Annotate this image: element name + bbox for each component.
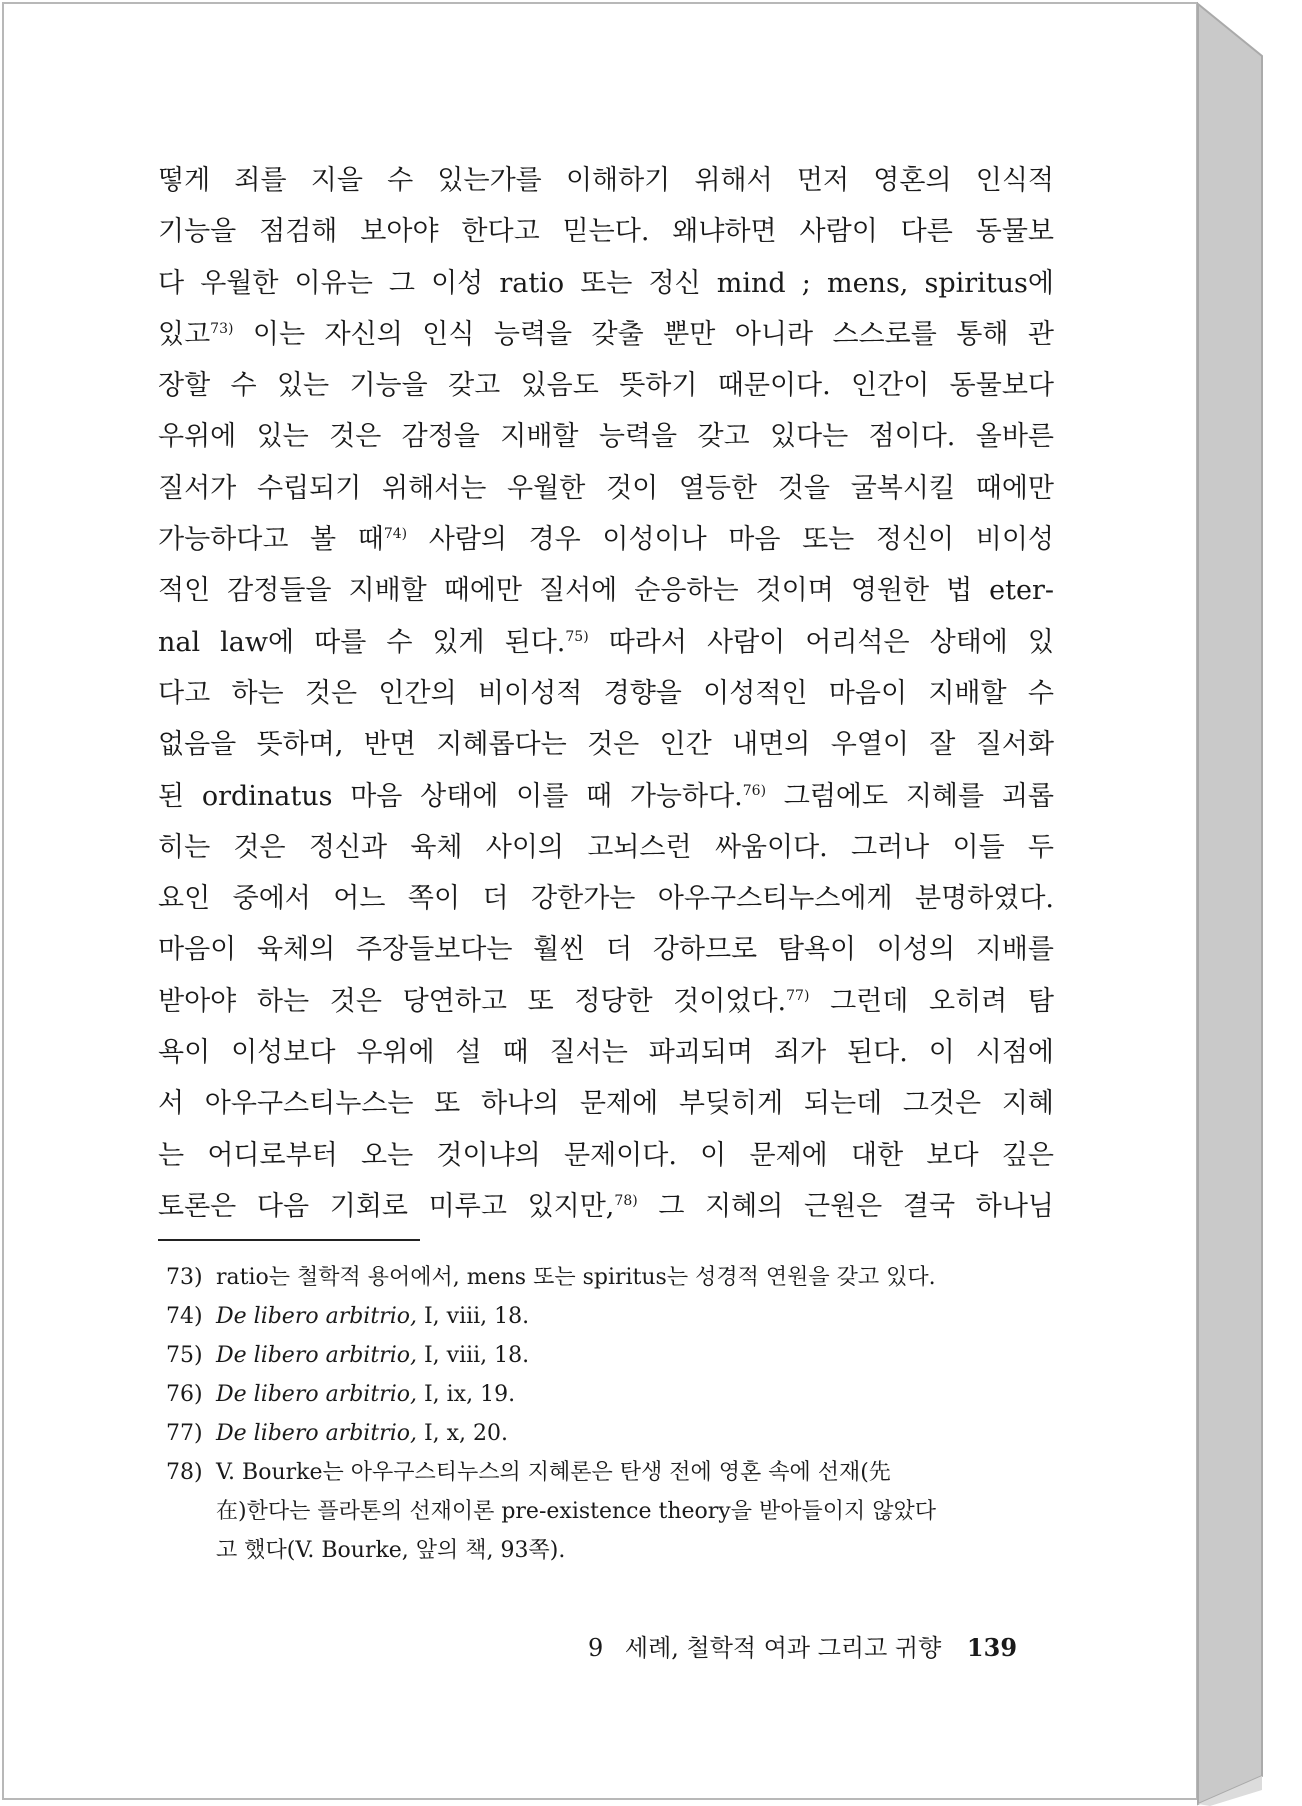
- body-text-segment: 따라서 사람이 어리석은 상태에 있: [588, 626, 1054, 658]
- body-line: [158, 565, 1054, 616]
- footnote-text: ratio는 철학적 용어에서, mens 또는 spiritus는 성경적 연원을 갖고 있다.: [216, 1265, 936, 1290]
- body-line: [158, 719, 1054, 770]
- body-text-segment: 히는 것은 정신과 육체 사이의 고뇌스런 싸움이다. 그러나 이들 두: [158, 831, 1054, 863]
- body-line: [158, 1130, 1054, 1181]
- body-text-segment: 기능을 점검해 보아야 한다고 믿는다. 왜냐하면 사람이 다른 동물보: [158, 216, 1054, 248]
- citation-ref: Ⅰ, viii, 18.: [416, 1304, 530, 1329]
- body-line: [158, 924, 1054, 975]
- footnote-number: 74): [166, 1304, 203, 1329]
- work-title: De libero arbitrio,: [216, 1304, 417, 1329]
- body-text-segment: 사람의 경우 이성이나 마음 또는 정신이 비이성: [407, 524, 1054, 556]
- footnote: [166, 1336, 1056, 1375]
- footnote-number: 78): [166, 1460, 203, 1485]
- footnote-text: [216, 1414, 1056, 1453]
- body-text-segment: 다고 하는 것은 인간의 비이성적 경향을 이성적인 마음이 지배할 수: [158, 677, 1054, 709]
- work-title: De libero arbitrio,: [216, 1421, 417, 1446]
- footnote-line: V. Bourke는 아우구스티누스의 지혜론은 탄생 전에 영혼 속에 선재(先: [216, 1460, 891, 1485]
- body-text-segment: 그 지혜의 근원은 결국 하나님: [637, 1190, 1055, 1222]
- footnote-marker[interactable]: 75): [565, 628, 589, 645]
- footnote: [166, 1375, 1056, 1414]
- citation-ref: Ⅰ, x, 20.: [416, 1421, 509, 1446]
- body-text-segment: 서 아우구스티누스는 또 하나의 문제에 부딪히게 되는데 그것은 지혜: [158, 1088, 1054, 1120]
- running-footer: [588, 1628, 1038, 1663]
- body-text-segment: 마음이 육체의 주장들보다는 훨씬 더 강하므로 탐욕이 이성의 지배를: [158, 934, 1054, 966]
- body-line: [158, 976, 1054, 1027]
- footnote-number: 73): [166, 1265, 203, 1290]
- body-text-segment: nal law에 따를 수 있게 된다.: [158, 626, 566, 658]
- page-number: 139: [966, 1633, 1018, 1662]
- work-title: De libero arbitrio,: [216, 1382, 417, 1407]
- body-line: [158, 514, 1054, 565]
- body-text-segment: 그런데 오히려 탐: [809, 985, 1054, 1017]
- work-title: De libero arbitrio,: [216, 1343, 417, 1368]
- body-text-segment: 적인 감정들을 지배할 때에만 질서에 순응하는 것이며 영원한 법 eter-: [158, 575, 1054, 607]
- footnote-marker[interactable]: 73): [210, 320, 234, 337]
- body-line: [158, 411, 1054, 462]
- footnote-text: [216, 1375, 1056, 1414]
- footnote: [166, 1453, 1056, 1570]
- body-text-segment: 가능하다고 볼 때: [158, 524, 384, 556]
- body-text-segment: 질서가 수립되기 위해서는 우월한 것이 열등한 것을 굴복시킬 때에만: [158, 472, 1054, 504]
- footnote-separator: [158, 1239, 420, 1241]
- body-line: [158, 206, 1054, 257]
- body-text-segment: 요인 중에서 어느 쪽이 더 강한가는 아우구스티누스에게 분명하였다.: [158, 883, 1054, 915]
- body-line: [158, 1078, 1054, 1129]
- body-text-segment: 된 ordinatus 마음 상태에 이를 때 가능하다.: [158, 780, 743, 812]
- citation-ref: Ⅰ, ix, 19.: [416, 1382, 516, 1407]
- body-text-segment: 있고: [158, 318, 211, 350]
- body-line: [158, 360, 1054, 411]
- footnote-line: 고 했다(V. Bourke, 앞의 책, 93쪽).: [216, 1538, 566, 1563]
- footnotes: [166, 1258, 1056, 1570]
- footnote-marker[interactable]: 78): [614, 1192, 638, 1209]
- chapter-title: 세례, 철학적 여과 그리고 귀향: [624, 1634, 942, 1662]
- body-text-segment: 다 우월한 이유는 그 이성 ratio 또는 정신 mind ; mens, spiritus에: [158, 267, 1054, 299]
- body-line: [158, 258, 1054, 309]
- body-line: [158, 1027, 1054, 1078]
- body-text-segment: 는 어디로부터 오는 것이냐의 문제이다. 이 문제에 대한 보다 깊은: [158, 1139, 1054, 1171]
- body-line: [158, 873, 1054, 924]
- body-line: [158, 463, 1054, 514]
- footnote-marker[interactable]: 74): [383, 526, 408, 543]
- footnote-number: 77): [166, 1421, 203, 1446]
- footnote-text: [216, 1336, 1056, 1375]
- body-line: [158, 309, 1054, 360]
- body-text-segment: 장할 수 있는 기능을 갖고 있음도 뜻하기 때문이다. 인간이 동물보다: [158, 370, 1054, 402]
- body-text-segment: 토론은 다음 기회로 미루고 있지만,: [158, 1190, 615, 1222]
- footnote: [166, 1297, 1056, 1336]
- body-text-segment: 이는 자신의 인식 능력을 갖출 뿐만 아니라 스스로를 통해 관: [233, 318, 1054, 350]
- footnote-number: 76): [166, 1382, 203, 1407]
- footnote-marker[interactable]: 77): [786, 987, 810, 1004]
- body-line: [158, 155, 1054, 206]
- body-text-segment: 그럼에도 지혜를 괴롭: [766, 780, 1054, 812]
- footnote: [166, 1258, 1056, 1297]
- citation-ref: Ⅰ, viii, 18.: [416, 1343, 530, 1368]
- footnote-number: 75): [166, 1343, 203, 1368]
- body-line: [158, 617, 1054, 668]
- body-line: [158, 668, 1054, 719]
- footnote-text: [216, 1297, 1056, 1336]
- body-text-segment: 받아야 하는 것은 당연하고 또 정당한 것이었다.: [158, 985, 787, 1017]
- body-text: [158, 155, 1054, 1232]
- body-text-segment: 없음을 뜻하며, 반면 지혜롭다는 것은 인간 내면의 우열이 잘 질서화: [158, 729, 1054, 761]
- body-text-segment: 떻게 죄를 지을 수 있는가를 이해하기 위해서 먼저 영혼의 인식적: [158, 165, 1054, 196]
- body-line: [158, 822, 1054, 873]
- footnote-line: 在)한다는 플라톤의 선재이론 pre-existence theory을 받아들이지 않았다: [216, 1499, 936, 1524]
- footnote: [166, 1414, 1056, 1453]
- chapter-number: 9: [588, 1634, 604, 1662]
- body-text-segment: 욕이 이성보다 우위에 설 때 질서는 파괴되며 죄가 된다. 이 시점에: [158, 1037, 1054, 1069]
- footnote-text: [216, 1453, 1056, 1570]
- body-line: [158, 771, 1054, 822]
- footnote-marker[interactable]: 76): [742, 782, 767, 799]
- body-line: [158, 1181, 1054, 1232]
- body-text-segment: 우위에 있는 것은 감정을 지배할 능력을 갖고 있다는 점이다. 올바른: [158, 421, 1054, 453]
